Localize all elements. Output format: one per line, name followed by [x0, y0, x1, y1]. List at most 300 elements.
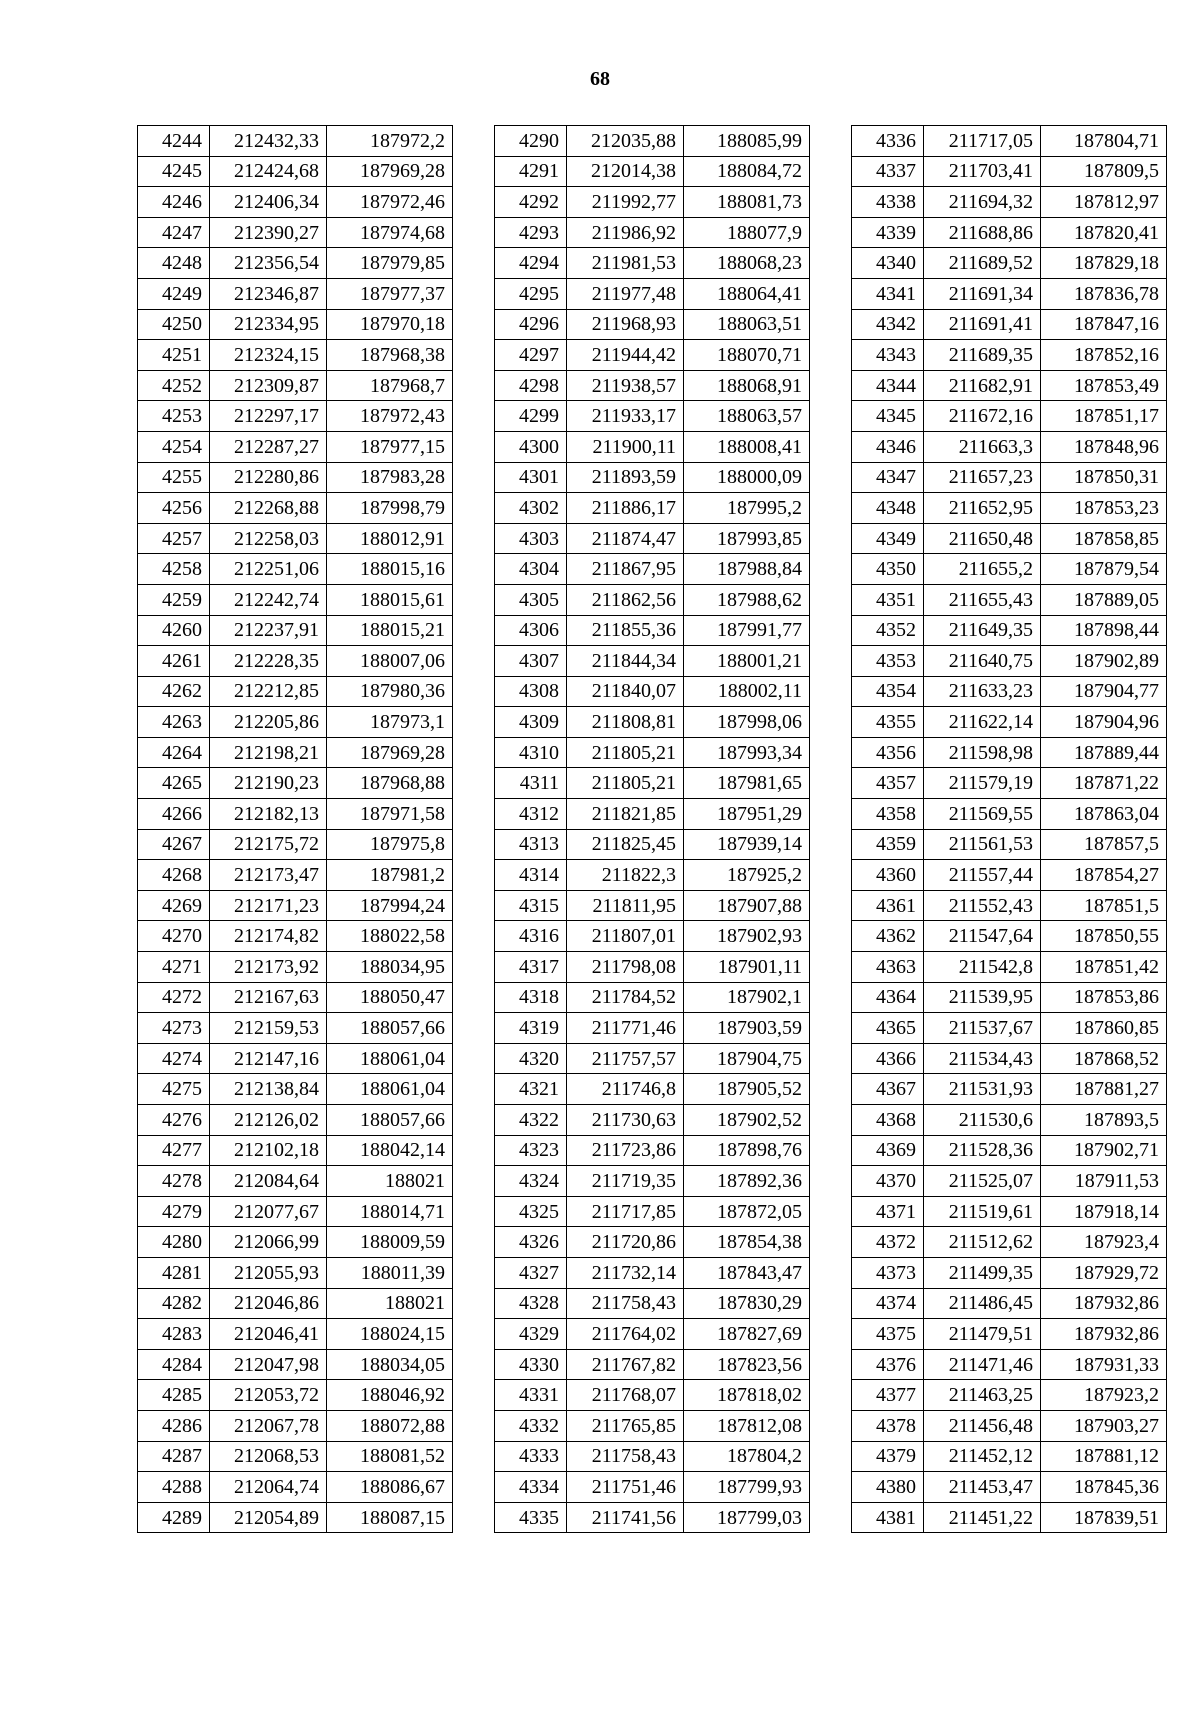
x-coordinate-cell: 212046,41: [210, 1319, 327, 1350]
point-number-cell: 4320: [495, 1043, 567, 1074]
x-coordinate-cell: 211933,17: [567, 401, 684, 432]
point-number-cell: 4313: [495, 829, 567, 860]
y-coordinate-cell: 187804,71: [1041, 126, 1167, 157]
point-number-cell: 4318: [495, 982, 567, 1013]
x-coordinate-cell: 211758,43: [567, 1441, 684, 1472]
point-number-cell: 4364: [852, 982, 924, 1013]
x-coordinate-cell: 212173,92: [210, 952, 327, 983]
table-row: [138, 248, 453, 279]
point-number-cell: 4276: [138, 1105, 210, 1136]
point-number-cell: 4294: [495, 248, 567, 279]
x-coordinate-cell: 211981,53: [567, 248, 684, 279]
point-number-cell: 4344: [852, 370, 924, 401]
point-number-cell: 4304: [495, 554, 567, 585]
y-coordinate-cell: 188002,11: [684, 676, 810, 707]
x-coordinate-cell: 211694,32: [924, 187, 1041, 218]
point-number-cell: 4301: [495, 462, 567, 493]
x-coordinate-cell: 211682,91: [924, 370, 1041, 401]
table-row: [495, 1257, 810, 1288]
x-coordinate-cell: 211579,19: [924, 768, 1041, 799]
x-coordinate-cell: 211732,14: [567, 1257, 684, 1288]
point-number-cell: 4245: [138, 156, 210, 187]
x-coordinate-cell: 211703,41: [924, 156, 1041, 187]
table-row: [852, 1410, 1167, 1441]
y-coordinate-cell: 187980,36: [327, 676, 453, 707]
x-coordinate-cell: 211547,64: [924, 921, 1041, 952]
table-row: [495, 829, 810, 860]
point-number-cell: 4359: [852, 829, 924, 860]
y-coordinate-cell: 187848,96: [1041, 431, 1167, 462]
point-number-cell: 4324: [495, 1166, 567, 1197]
point-number-cell: 4372: [852, 1227, 924, 1258]
x-coordinate-cell: 211730,63: [567, 1105, 684, 1136]
table-row: [138, 1288, 453, 1319]
table-row: [852, 1257, 1167, 1288]
table-row: [495, 952, 810, 983]
table-row: [138, 1410, 453, 1441]
y-coordinate-cell: 188021: [327, 1166, 453, 1197]
y-coordinate-cell: 187809,5: [1041, 156, 1167, 187]
x-coordinate-cell: 212324,15: [210, 340, 327, 371]
x-coordinate-cell: 211689,52: [924, 248, 1041, 279]
x-coordinate-cell: 211765,85: [567, 1410, 684, 1441]
table-row: [138, 462, 453, 493]
table-row: [495, 217, 810, 248]
point-number-cell: 4345: [852, 401, 924, 432]
y-coordinate-cell: 187860,85: [1041, 1013, 1167, 1044]
point-number-cell: 4322: [495, 1105, 567, 1136]
x-coordinate-cell: 211471,46: [924, 1349, 1041, 1380]
y-coordinate-cell: 188012,91: [327, 523, 453, 554]
x-coordinate-cell: 212228,35: [210, 646, 327, 677]
table-row: [495, 799, 810, 830]
x-coordinate-cell: 212035,88: [567, 126, 684, 157]
y-coordinate-cell: 188064,41: [684, 278, 810, 309]
x-coordinate-cell: 212432,33: [210, 126, 327, 157]
y-coordinate-cell: 188021: [327, 1288, 453, 1319]
point-number-cell: 4360: [852, 860, 924, 891]
table-row: [138, 890, 453, 921]
table-row: [852, 523, 1167, 554]
point-number-cell: 4292: [495, 187, 567, 218]
x-coordinate-cell: 211552,43: [924, 890, 1041, 921]
table-row: [852, 401, 1167, 432]
x-coordinate-cell: 211757,57: [567, 1043, 684, 1074]
y-coordinate-cell: 187830,29: [684, 1288, 810, 1319]
y-coordinate-cell: 188057,66: [327, 1013, 453, 1044]
table-row: [852, 1043, 1167, 1074]
table-row: [138, 1380, 453, 1411]
coordinate-table-3: [851, 125, 1167, 1533]
table-row: [852, 860, 1167, 891]
point-number-cell: 4269: [138, 890, 210, 921]
x-coordinate-cell: 211723,86: [567, 1135, 684, 1166]
y-coordinate-cell: 187981,2: [327, 860, 453, 891]
table-row: [852, 1288, 1167, 1319]
table-row: [495, 860, 810, 891]
y-coordinate-cell: 187995,2: [684, 493, 810, 524]
table-row: [138, 1135, 453, 1166]
point-number-cell: 4247: [138, 217, 210, 248]
x-coordinate-cell: 212064,74: [210, 1472, 327, 1503]
table-row: [138, 615, 453, 646]
x-coordinate-cell: 211528,36: [924, 1135, 1041, 1166]
x-coordinate-cell: 211456,48: [924, 1410, 1041, 1441]
point-number-cell: 4256: [138, 493, 210, 524]
table-row: [138, 1441, 453, 1472]
point-number-cell: 4349: [852, 523, 924, 554]
y-coordinate-cell: 187981,65: [684, 768, 810, 799]
point-number-cell: 4367: [852, 1074, 924, 1105]
table-row: [138, 829, 453, 860]
y-coordinate-cell: 187863,04: [1041, 799, 1167, 830]
table-row: [138, 1074, 453, 1105]
table-row: [495, 1410, 810, 1441]
y-coordinate-cell: 188057,66: [327, 1105, 453, 1136]
y-coordinate-cell: 187903,27: [1041, 1410, 1167, 1441]
table-row: [852, 1074, 1167, 1105]
x-coordinate-cell: 211751,46: [567, 1472, 684, 1503]
y-coordinate-cell: 188042,14: [327, 1135, 453, 1166]
point-number-cell: 4328: [495, 1288, 567, 1319]
x-coordinate-cell: 212334,95: [210, 309, 327, 340]
y-coordinate-cell: 187881,27: [1041, 1074, 1167, 1105]
point-number-cell: 4299: [495, 401, 567, 432]
table-row: [495, 1074, 810, 1105]
y-coordinate-cell: 187812,08: [684, 1410, 810, 1441]
table-row: [852, 1166, 1167, 1197]
point-number-cell: 4252: [138, 370, 210, 401]
x-coordinate-cell: 212055,93: [210, 1257, 327, 1288]
point-number-cell: 4350: [852, 554, 924, 585]
x-coordinate-cell: 211844,34: [567, 646, 684, 677]
x-coordinate-cell: 212147,16: [210, 1043, 327, 1074]
point-number-cell: 4306: [495, 615, 567, 646]
x-coordinate-cell: 212268,88: [210, 493, 327, 524]
point-number-cell: 4264: [138, 737, 210, 768]
point-number-cell: 4321: [495, 1074, 567, 1105]
point-number-cell: 4295: [495, 278, 567, 309]
y-coordinate-cell: 188011,39: [327, 1257, 453, 1288]
table-row: [852, 1349, 1167, 1380]
point-number-cell: 4348: [852, 493, 924, 524]
y-coordinate-cell: 187939,14: [684, 829, 810, 860]
x-coordinate-cell: 211479,51: [924, 1319, 1041, 1350]
table-row: [495, 126, 810, 157]
y-coordinate-cell: 187970,18: [327, 309, 453, 340]
y-coordinate-cell: 187799,03: [684, 1502, 810, 1533]
table-row: [138, 1349, 453, 1380]
x-coordinate-cell: 212167,63: [210, 982, 327, 1013]
table-row: [138, 1105, 453, 1136]
point-number-cell: 4266: [138, 799, 210, 830]
x-coordinate-cell: 212406,34: [210, 187, 327, 218]
x-coordinate-cell: 211633,23: [924, 676, 1041, 707]
y-coordinate-cell: 187977,37: [327, 278, 453, 309]
table-row: [495, 554, 810, 585]
point-number-cell: 4272: [138, 982, 210, 1013]
x-coordinate-cell: 211561,53: [924, 829, 1041, 860]
point-number-cell: 4261: [138, 646, 210, 677]
y-coordinate-cell: 187851,17: [1041, 401, 1167, 432]
x-coordinate-cell: 211855,36: [567, 615, 684, 646]
y-coordinate-cell: 188086,67: [327, 1472, 453, 1503]
y-coordinate-cell: 188009,59: [327, 1227, 453, 1258]
point-number-cell: 4374: [852, 1288, 924, 1319]
y-coordinate-cell: 187847,16: [1041, 309, 1167, 340]
x-coordinate-cell: 211537,67: [924, 1013, 1041, 1044]
y-coordinate-cell: 188050,47: [327, 982, 453, 1013]
y-coordinate-cell: 187902,52: [684, 1105, 810, 1136]
table-row: [852, 1319, 1167, 1350]
point-number-cell: 4377: [852, 1380, 924, 1411]
x-coordinate-cell: 211649,35: [924, 615, 1041, 646]
table-row: [138, 646, 453, 677]
y-coordinate-cell: 187836,78: [1041, 278, 1167, 309]
table-row: [852, 829, 1167, 860]
table-row: [138, 1257, 453, 1288]
table-row: [495, 1135, 810, 1166]
point-number-cell: 4249: [138, 278, 210, 309]
y-coordinate-cell: 187902,89: [1041, 646, 1167, 677]
table-row: [138, 554, 453, 585]
table-row: [852, 676, 1167, 707]
x-coordinate-cell: 211938,57: [567, 370, 684, 401]
table-row: [495, 584, 810, 615]
x-coordinate-cell: 211746,8: [567, 1074, 684, 1105]
y-coordinate-cell: 187843,47: [684, 1257, 810, 1288]
table-row: [495, 493, 810, 524]
point-number-cell: 4259: [138, 584, 210, 615]
x-coordinate-cell: 211650,48: [924, 523, 1041, 554]
x-coordinate-cell: 211874,47: [567, 523, 684, 554]
y-coordinate-cell: 187988,62: [684, 584, 810, 615]
table-row: [138, 1166, 453, 1197]
point-number-cell: 4371: [852, 1196, 924, 1227]
point-number-cell: 4279: [138, 1196, 210, 1227]
table-row: [138, 952, 453, 983]
x-coordinate-cell: 211867,95: [567, 554, 684, 585]
table-row: [495, 370, 810, 401]
point-number-cell: 4280: [138, 1227, 210, 1258]
x-coordinate-cell: 211691,41: [924, 309, 1041, 340]
x-coordinate-cell: 211557,44: [924, 860, 1041, 891]
x-coordinate-cell: 212390,27: [210, 217, 327, 248]
y-coordinate-cell: 187851,42: [1041, 952, 1167, 983]
table-row: [138, 401, 453, 432]
x-coordinate-cell: 211764,02: [567, 1319, 684, 1350]
point-number-cell: 4331: [495, 1380, 567, 1411]
y-coordinate-cell: 187881,12: [1041, 1441, 1167, 1472]
y-coordinate-cell: 187902,1: [684, 982, 810, 1013]
y-coordinate-cell: 187907,88: [684, 890, 810, 921]
y-coordinate-cell: 187923,4: [1041, 1227, 1167, 1258]
y-coordinate-cell: 187998,06: [684, 707, 810, 738]
y-coordinate-cell: 188087,15: [327, 1502, 453, 1533]
table-row: [138, 370, 453, 401]
table-row: [852, 646, 1167, 677]
table-row: [138, 860, 453, 891]
point-number-cell: 4305: [495, 584, 567, 615]
y-coordinate-cell: 187853,23: [1041, 493, 1167, 524]
y-coordinate-cell: 187971,58: [327, 799, 453, 830]
table-row: [852, 952, 1167, 983]
y-coordinate-cell: 187901,11: [684, 952, 810, 983]
x-coordinate-cell: 211451,22: [924, 1502, 1041, 1533]
point-number-cell: 4327: [495, 1257, 567, 1288]
point-number-cell: 4254: [138, 431, 210, 462]
point-number-cell: 4330: [495, 1349, 567, 1380]
table-row: [495, 921, 810, 952]
x-coordinate-cell: 212346,87: [210, 278, 327, 309]
y-coordinate-cell: 187879,54: [1041, 554, 1167, 585]
point-number-cell: 4380: [852, 1472, 924, 1503]
y-coordinate-cell: 187993,85: [684, 523, 810, 554]
y-coordinate-cell: 187892,36: [684, 1166, 810, 1197]
x-coordinate-cell: 211717,05: [924, 126, 1041, 157]
x-coordinate-cell: 212173,47: [210, 860, 327, 891]
table-row: [852, 370, 1167, 401]
x-coordinate-cell: 212258,03: [210, 523, 327, 554]
table-row: [495, 278, 810, 309]
y-coordinate-cell: 187972,46: [327, 187, 453, 218]
point-number-cell: 4346: [852, 431, 924, 462]
point-number-cell: 4323: [495, 1135, 567, 1166]
table-row: [495, 462, 810, 493]
x-coordinate-cell: 212126,02: [210, 1105, 327, 1136]
table-row: [495, 1502, 810, 1533]
point-number-cell: 4337: [852, 156, 924, 187]
y-coordinate-cell: 187925,2: [684, 860, 810, 891]
x-coordinate-cell: 211808,81: [567, 707, 684, 738]
y-coordinate-cell: 187931,33: [1041, 1349, 1167, 1380]
point-number-cell: 4332: [495, 1410, 567, 1441]
table-row: [495, 431, 810, 462]
point-number-cell: 4355: [852, 707, 924, 738]
point-number-cell: 4296: [495, 309, 567, 340]
point-number-cell: 4267: [138, 829, 210, 860]
point-number-cell: 4329: [495, 1319, 567, 1350]
point-number-cell: 4300: [495, 431, 567, 462]
y-coordinate-cell: 188068,23: [684, 248, 810, 279]
y-coordinate-cell: 188000,09: [684, 462, 810, 493]
y-coordinate-cell: 187929,72: [1041, 1257, 1167, 1288]
x-coordinate-cell: 212251,06: [210, 554, 327, 585]
table-row: [852, 768, 1167, 799]
point-number-cell: 4253: [138, 401, 210, 432]
table-row: [138, 493, 453, 524]
y-coordinate-cell: 187968,38: [327, 340, 453, 371]
y-coordinate-cell: 187827,69: [684, 1319, 810, 1350]
x-coordinate-cell: 211825,45: [567, 829, 684, 860]
x-coordinate-cell: 211534,43: [924, 1043, 1041, 1074]
x-coordinate-cell: 212424,68: [210, 156, 327, 187]
point-number-cell: 4311: [495, 768, 567, 799]
x-coordinate-cell: 211977,48: [567, 278, 684, 309]
x-coordinate-cell: 212068,53: [210, 1441, 327, 1472]
table-row: [138, 799, 453, 830]
point-number-cell: 4342: [852, 309, 924, 340]
table-row: [138, 1319, 453, 1350]
point-number-cell: 4281: [138, 1257, 210, 1288]
table-row: [138, 278, 453, 309]
table-row: [495, 1105, 810, 1136]
y-coordinate-cell: 187854,27: [1041, 860, 1167, 891]
x-coordinate-cell: 211689,35: [924, 340, 1041, 371]
point-number-cell: 4244: [138, 126, 210, 157]
x-coordinate-cell: 211886,17: [567, 493, 684, 524]
point-number-cell: 4353: [852, 646, 924, 677]
point-number-cell: 4248: [138, 248, 210, 279]
y-coordinate-cell: 188015,61: [327, 584, 453, 615]
point-number-cell: 4378: [852, 1410, 924, 1441]
x-coordinate-cell: 211805,21: [567, 737, 684, 768]
x-coordinate-cell: 212280,86: [210, 462, 327, 493]
x-coordinate-cell: 211771,46: [567, 1013, 684, 1044]
point-number-cell: 4273: [138, 1013, 210, 1044]
y-coordinate-cell: 187923,2: [1041, 1380, 1167, 1411]
table-row: [852, 554, 1167, 585]
y-coordinate-cell: 188061,04: [327, 1043, 453, 1074]
x-coordinate-cell: 212067,78: [210, 1410, 327, 1441]
table-row: [852, 584, 1167, 615]
point-number-cell: 4246: [138, 187, 210, 218]
x-coordinate-cell: 211531,93: [924, 1074, 1041, 1105]
y-coordinate-cell: 187829,18: [1041, 248, 1167, 279]
point-number-cell: 4351: [852, 584, 924, 615]
y-coordinate-cell: 188034,95: [327, 952, 453, 983]
y-coordinate-cell: 187968,7: [327, 370, 453, 401]
x-coordinate-cell: 211862,56: [567, 584, 684, 615]
x-coordinate-cell: 211798,08: [567, 952, 684, 983]
y-coordinate-cell: 188063,51: [684, 309, 810, 340]
coordinate-table-2: [494, 125, 810, 1533]
x-coordinate-cell: 211652,95: [924, 493, 1041, 524]
y-coordinate-cell: 187799,93: [684, 1472, 810, 1503]
y-coordinate-cell: 187853,86: [1041, 982, 1167, 1013]
x-coordinate-cell: 212053,72: [210, 1380, 327, 1411]
table-row: [852, 1135, 1167, 1166]
x-coordinate-cell: 212138,84: [210, 1074, 327, 1105]
point-number-cell: 4284: [138, 1349, 210, 1380]
table-row: [852, 126, 1167, 157]
y-coordinate-cell: 187972,2: [327, 126, 453, 157]
table-row: [495, 1319, 810, 1350]
table-row: [495, 1349, 810, 1380]
y-coordinate-cell: 188061,04: [327, 1074, 453, 1105]
y-coordinate-cell: 187973,1: [327, 707, 453, 738]
table-row: [495, 1288, 810, 1319]
point-number-cell: 4275: [138, 1074, 210, 1105]
x-coordinate-cell: 212182,13: [210, 799, 327, 830]
y-coordinate-cell: 187858,85: [1041, 523, 1167, 554]
point-number-cell: 4381: [852, 1502, 924, 1533]
table-row: [852, 462, 1167, 493]
y-coordinate-cell: 187969,28: [327, 737, 453, 768]
x-coordinate-cell: 212356,54: [210, 248, 327, 279]
table-row: [852, 890, 1167, 921]
table-row: [852, 615, 1167, 646]
table-row: [138, 1502, 453, 1533]
table-row: [138, 737, 453, 768]
table-row: [852, 707, 1167, 738]
table-row: [495, 1043, 810, 1074]
point-number-cell: 4338: [852, 187, 924, 218]
table-row: [495, 156, 810, 187]
y-coordinate-cell: 188072,88: [327, 1410, 453, 1441]
point-number-cell: 4250: [138, 309, 210, 340]
table-row: [495, 340, 810, 371]
